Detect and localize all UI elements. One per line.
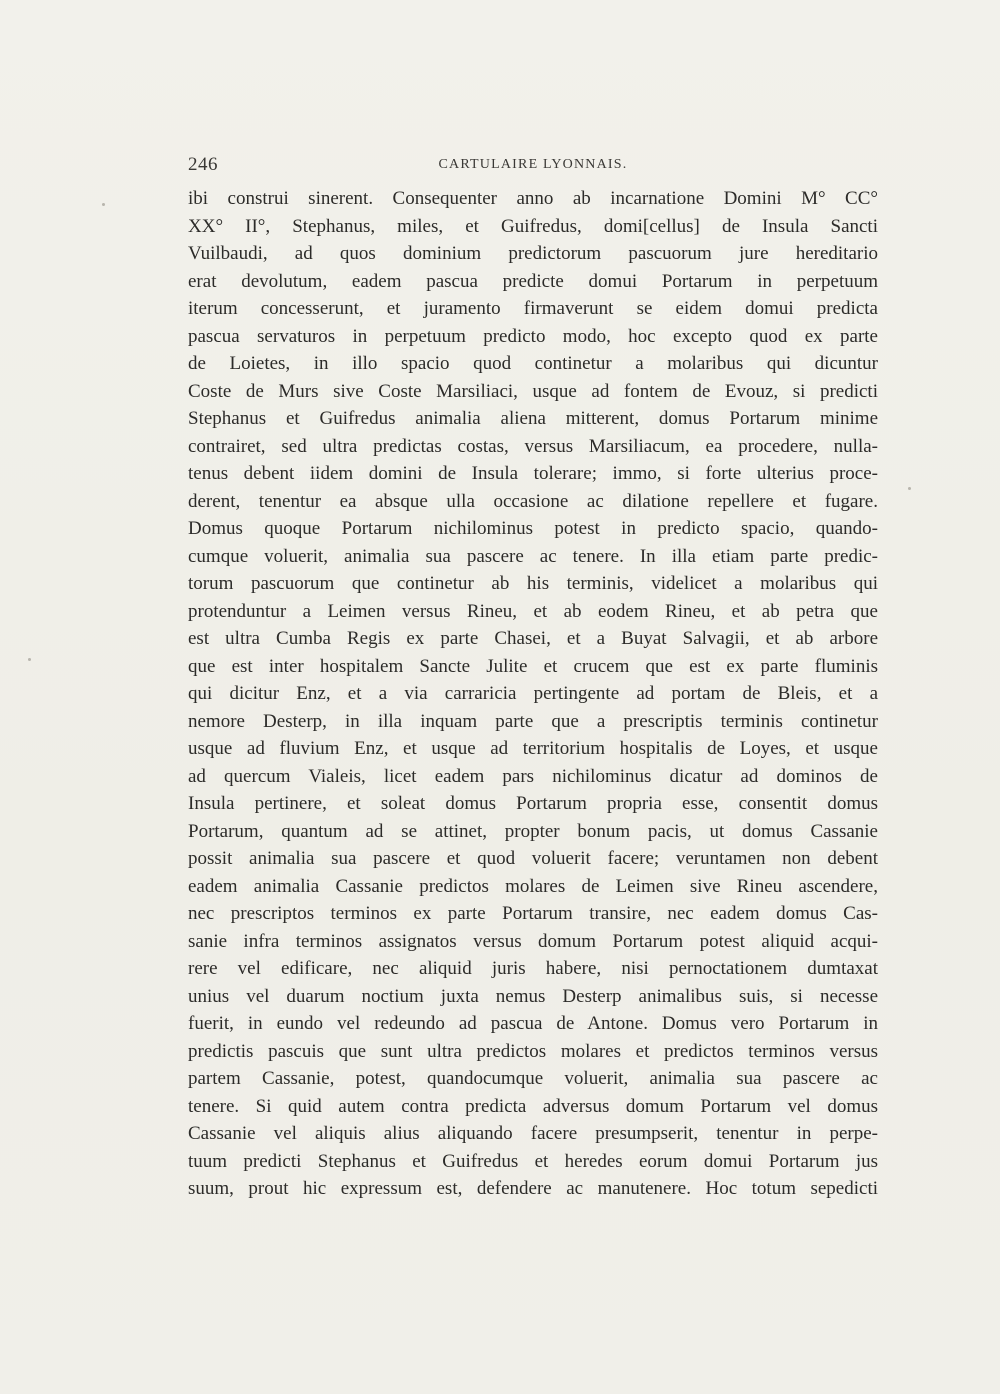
text-line: derent, tenentur ea absque ulla occasione ac dilatione repellere et fugare. (188, 490, 878, 512)
text-line: suum, prout hic expressum est, defendere ac manutenere. Hoc totum sepedicti (188, 1178, 878, 1199)
text-line: rere vel edificare, nec aliquid juris habere, nisi pernoctationem dumtaxat (188, 958, 878, 979)
text-line: que est inter hospitalem Sancte Julite et crucem que est ex parte fluminis (188, 655, 878, 677)
page-header (188, 154, 878, 178)
text-line: possit animalia sua pascere et quod voluerit facere; veruntamen non debent (188, 848, 878, 869)
text-line: Vuilbaudi, ad quos dominium predictorum pascuorum jure hereditario (188, 243, 878, 264)
text-line: sanie infra terminos assignatos versus domum Portarum potest aliquid acqui- (188, 930, 878, 952)
text-line: cumque voluerit, animalia sua pascere ac tenere. In illa etiam parte predic- (188, 545, 878, 567)
text-line: usque ad fluvium Enz, et usque ad territorium hospitalis de Loyes, et usque (188, 738, 878, 759)
running-title: CARTULAIRE LYONNAIS. (438, 157, 628, 172)
text-line: pascua servaturos in perpetuum predicto modo, hoc excepto quod ex parte (188, 325, 878, 347)
page-number: 246 (188, 154, 218, 175)
text-line: tenus debent iidem domini de Insula tolerare; immo, si forte ulterius proce- (188, 463, 878, 484)
text-line: XX° II°, Stephanus, miles, et Guifredus, domi[cellus] de Insula Sancti (188, 215, 878, 237)
text-line: tuum predicti Stephanus et Guifredus et heredes eorum domui Portarum jus (188, 1150, 878, 1172)
text-line: eadem animalia Cassanie predictos molares de Leimen sive Rineu ascendere, (188, 875, 878, 897)
text-line: erat devolutum, eadem pascua predicte domui Portarum in perpetuum (188, 270, 878, 292)
text-line: ad quercum Vialeis, licet eadem pars nichilominus dicatur ad dominos de (188, 765, 878, 787)
text-line: qui dicitur Enz, et a via carraricia pertingente ad portam de Bleis, et a (188, 683, 878, 704)
text-line: unius vel duarum noctium juxta nemus Desterp animalibus suis, si necesse (188, 985, 878, 1007)
text-line: contrairet, sed ultra predictas costas, versus Marsiliacum, ea procedere, nulla- (188, 435, 878, 457)
text-line: ibi construi sinerent. Consequenter anno ab incarnatione Domini M° CC° (188, 188, 878, 209)
text-line: protenduntur a Leimen versus Rineu, et ab eodem Rineu, et ab petra que (188, 600, 878, 622)
text-line: nec prescriptos terminos ex parte Portarum transire, nec eadem domus Cas- (188, 903, 878, 924)
text-line: fuerit, in eundo vel redeundo ad pascua de Antone. Domus vero Portarum in (188, 1013, 878, 1034)
text-line: Stephanus et Guifredus animalia aliena mitterent, domus Portarum minime (188, 408, 878, 429)
text-line: torum pascuorum que continetur ab his terminis, videlicet a molaribus qui (188, 573, 878, 594)
text-line: de Loietes, in illo spacio quod continetur a molaribus qui dicuntur (188, 353, 878, 374)
paper-speck (908, 487, 911, 490)
text-line: Coste de Murs sive Coste Marsiliaci, usque ad fontem de Evouz, si predicti (188, 380, 878, 402)
text-line: Domus quoque Portarum nichilominus potest in predicto spacio, quando- (188, 518, 878, 539)
text-line: iterum concesserunt, et juramento firmaverunt se eidem domui predicta (188, 298, 878, 319)
text-line: est ultra Cumba Regis ex parte Chasei, et a Buyat Salvagii, et ab arbore (188, 628, 878, 649)
body-text (188, 185, 878, 1203)
text-line: Cassanie vel aliquis alius aliquando facere presumpserit, tenentur in perpe- (188, 1123, 878, 1144)
text-line: Insula pertinere, et soleat domus Portarum propria esse, consentit domus (188, 793, 878, 814)
text-line: partem Cassanie, potest, quandocumque voluerit, animalia sua pascere ac (188, 1068, 878, 1089)
text-line: nemore Desterp, in illa inquam parte que a prescriptis terminis continetur (188, 710, 878, 732)
text-line: tenere. Si quid autem contra predicta adversus domum Portarum vel domus (188, 1095, 878, 1117)
text-line: Portarum, quantum ad se attinet, propter bonum pacis, ut domus Cassanie (188, 820, 878, 842)
paper-speck (102, 203, 105, 206)
text-line: predictis pascuis que sunt ultra predictos molares et predictos terminos versus (188, 1040, 878, 1062)
paper-speck (28, 658, 31, 661)
